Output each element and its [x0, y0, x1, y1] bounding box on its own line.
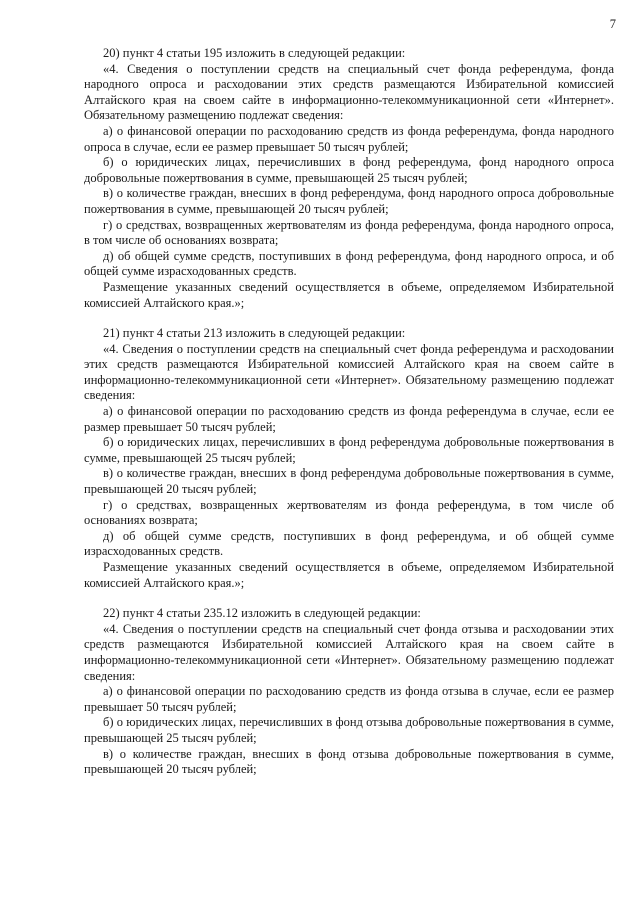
- amendment-heading: 21) пункт 4 статьи 213 изложить в следующей редакции:: [103, 326, 406, 341]
- list-item: а) о финансовой операции по расходованию средств из фонда референдума, фонда народного опроса в случае, если ее размер превышает 50 тысяч рублей;: [84, 123, 614, 154]
- amendment-22: [84, 606, 614, 778]
- list-item: а) о финансовой операции по расходованию средств из фонда референдума в случае, если ее размер превышает 50 тысяч рублей;: [84, 404, 614, 434]
- amendment-heading: 20) пункт 4 статьи 195 изложить в следующей редакции:: [103, 46, 406, 60]
- list-item: в) о количестве граждан, внесших в фонд референдума добровольные пожертвования в сумме, превышающей 20 тысяч рублей;: [84, 466, 614, 497]
- list-item: б) о юридических лицах, перечисливших в фонд референдума, фонд народного опроса добровольные пожертвования в сумме, превышающей 25 тысяч рублей;: [84, 155, 614, 185]
- list-item: б) о юридических лицах, перечисливших в фонд отзыва добровольные пожертвования в сумме, превышающей 25 тысяч рублей;: [84, 715, 614, 745]
- document-body: [84, 46, 614, 778]
- amendment-heading: 22) пункт 4 статьи 235.12 изложить в следующей редакции:: [103, 606, 421, 621]
- amendment-closing: Размещение указанных сведений осуществляется в объеме, определяемом Избирательной комиссией Алтайского края.»;: [84, 279, 614, 310]
- amendment-20: [84, 46, 614, 311]
- list-item: г) о средствах, возвращенных жертвователям из фонда референдума, фонда народного опроса, в том числе об основаниях возврата;: [84, 217, 614, 248]
- list-item: д) об общей сумме средств, поступивших в фонд референдума, фонд народного опроса, и об общей сумме израсходованных средств.: [84, 248, 614, 279]
- list-item: в) о количестве граждан, внесших в фонд референдума, фонд народного опроса добровольные пожертвования в сумме, превышающей 20 тысяч рублей;: [84, 186, 614, 216]
- list-item: в) о количестве граждан, внесших в фонд отзыва добровольные пожертвования в сумме, превышающей 20 тысяч рублей;: [84, 746, 614, 777]
- amendment-21: [84, 326, 614, 591]
- amendment-closing: Размещение указанных сведений осуществляется в объеме, определяемом Избирательной комиссией Алтайского края.»;: [84, 560, 614, 590]
- amendment-intro: «4. Сведения о поступлении средств на специальный счет фонда отзыва и расходовании этих средств размещаются Избирательной комиссией Алтайского края на своем сайте в информационно-телекоммуникационной сети «Интернет». Обязательному размещению подлежат сведения:: [84, 621, 614, 683]
- list-item: г) о средствах, возвращенных жертвователям из фонда референдума, в том числе об основаниях возврата;: [84, 497, 614, 528]
- amendment-intro: «4. Сведения о поступлении средств на специальный счет фонда референдума, фонда народного опроса и расходовании этих средств размещаются Избирательной комиссией Алтайского края на своем сайте в информационно-телекоммуникационной сети «Интернет». Обязательному размещению подлежат сведения:: [84, 61, 614, 123]
- list-item: д) об общей сумме средств, поступивших в фонд референдума, и об общей сумме израсходованных средств.: [84, 528, 614, 559]
- list-item: б) о юридических лицах, перечисливших в фонд референдума добровольные пожертвования в сумме, превышающей 25 тысяч рублей;: [84, 435, 614, 465]
- amendment-intro: «4. Сведения о поступлении средств на специальный счет фонда референдума и расходовании этих средств размещаются Избирательной комиссией Алтайского края на своем сайте в информационно-телекоммуникационной сети «Интернет». Обязательному размещению подлежат сведения:: [84, 341, 614, 403]
- page-number: 7: [609, 17, 616, 31]
- list-item: а) о финансовой операции по расходованию средств из фонда отзыва в случае, если ее размер превышает 50 тысяч рублей;: [84, 684, 614, 714]
